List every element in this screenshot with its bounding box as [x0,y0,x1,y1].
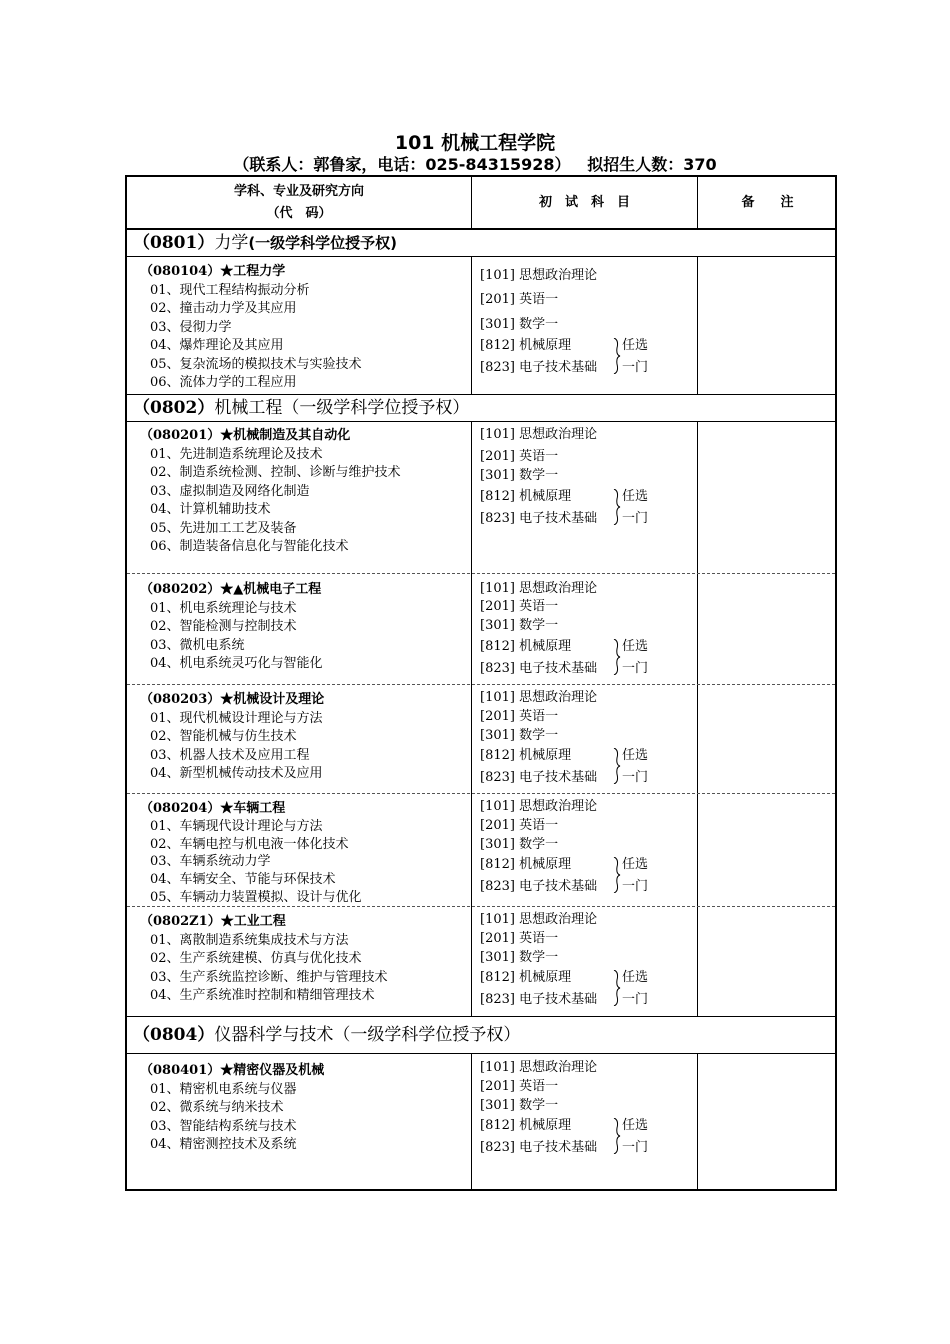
row-separator [127,906,835,907]
direction-item: 01、先进制造系统理论及技术 [150,446,323,462]
choice-label-bottom: 一门 [622,992,649,1007]
major-block [140,1062,470,1155]
section-name: 仪器科学与技术 [214,1025,334,1045]
exam-subject: [101] 思想政治理论 [480,427,598,442]
exam-subject: [301] 数学一 [480,837,559,852]
choice-label-bottom: 一门 [622,661,649,676]
major-code: （080201） [140,428,221,443]
exam-subject: [301] 数学一 [480,468,559,483]
choice-brace-icon [613,489,621,525]
choice-brace-icon [613,338,621,374]
choice-label-top: 任选 [622,970,649,985]
major-name: ★机械制造及其自动化 [220,428,351,443]
exam-subject: [201] 英语一 [480,818,559,833]
direction-item: 04、机电系统灵巧化与智能化 [150,656,323,671]
direction-item: 04、新型机械传动技术及应用 [150,766,323,781]
header-exam-label: 初 试 科 目 [538,194,630,210]
exam-subject: [301] 数学一 [480,618,559,633]
direction-item: 04、生产系统准时控制和精细管理技术 [150,988,375,1003]
admissions-table [125,175,837,1191]
direction-item: 02、微系统与纳米技术 [150,1100,284,1115]
header-subject [127,177,471,228]
exam-subject: [201] 英语一 [480,1079,559,1094]
choice-label-top: 任选 [622,489,649,504]
section-suffix: （一级学科学位授予权） [282,398,470,418]
choice-brace-icon [613,970,621,1006]
choice-label-top: 任选 [622,1118,649,1133]
exam-subject: [201] 英语一 [480,931,559,946]
table-header [127,177,835,229]
section-row [127,1016,835,1054]
exam-subject: [201] 英语一 [480,599,559,614]
row-separator [127,684,835,685]
direction-item: 04、精密测控技术及系统 [150,1137,297,1152]
direction-item: 04、计算机辅助技术 [150,502,271,517]
section-name: 力学 [214,233,249,253]
exam-subject: [823] 电子技术基础 [480,770,598,785]
direction-item: 03、生产系统监控诊断、维护与管理技术 [150,969,388,985]
major-block [140,691,470,784]
direction-item: 05、先进加工工艺及装备 [150,520,297,536]
exam-subject: [301] 数学一 [480,728,559,743]
direction-item: 03、智能结构系统与技术 [150,1118,297,1134]
exam-subject: [823] 电子技术基础 [480,992,598,1007]
major-block [140,263,470,393]
choice-label-bottom: 一门 [622,511,649,526]
major-name: ★机械设计及理论 [220,692,325,707]
direction-item: 03、微机电系统 [150,637,245,653]
exam-subject: [812] 机械原理 [480,857,572,872]
section-row [127,229,835,257]
choice-label-bottom: 一门 [622,879,649,894]
direction-item: 02、智能检测与控制技术 [150,619,297,634]
exam-subject: [823] 电子技术基础 [480,879,598,894]
major-block [140,800,470,907]
major-block [140,581,470,674]
choice-label-bottom: 一门 [622,360,649,375]
choice-brace-icon [613,748,621,784]
direction-item: 02、智能机械与仿生技术 [150,729,297,744]
section-suffix: （一级学科学位授予权） [333,1025,521,1045]
exam-subject: [101] 思想政治理论 [480,799,598,814]
choice-label-bottom: 一门 [622,1140,649,1155]
direction-item: 04、车辆安全、节能与环保技术 [150,872,336,888]
major-name: ★工业工程 [220,914,286,929]
direction-item: 02、生产系统建模、仿真与优化技术 [150,951,362,966]
exam-subject: [823] 电子技术基础 [480,511,598,526]
exam-subject: [101] 思想政治理论 [480,268,598,283]
major-name: ★▲机械电子工程 [220,582,322,597]
section-code: （0804） [133,1025,215,1045]
direction-item: 02、撞击动力学及其应用 [150,301,297,316]
direction-item: 01、现代机械设计理论与方法 [150,710,323,726]
direction-item: 02、制造系统检测、控制、诊断与维护技术 [150,465,401,480]
section-suffix: (一级学科学位授予权) [248,234,398,252]
direction-item: 03、侵彻力学 [150,319,232,335]
choice-label-bottom: 一门 [622,770,649,785]
exam-subject: [301] 数学一 [480,1098,559,1113]
section-row [127,394,835,422]
header-subject-line2: （代 码） [266,205,332,221]
header-notes [698,177,837,228]
exam-subject: [301] 数学一 [480,317,559,332]
exam-subject: [201] 英语一 [480,292,559,307]
major-name: ★工程力学 [220,264,286,279]
exam-subject: [823] 电子技术基础 [480,661,598,676]
choice-label-top: 任选 [622,857,649,872]
section-name: 机械工程 [214,398,283,418]
major-title [140,800,470,818]
exam-subject: [812] 机械原理 [480,748,572,763]
major-block [140,913,470,1006]
section-code: （0801） [133,233,215,253]
major-title [140,1062,470,1081]
direction-item: 01、离散制造系统集成技术与方法 [150,932,349,948]
exam-subject: [812] 机械原理 [480,338,572,353]
major-code: （080401） [140,1063,221,1078]
header-notes-label: 备 注 [741,194,794,210]
major-code: （080202） [140,582,221,597]
exam-subject: [101] 思想政治理论 [480,690,598,705]
exam-subject: [812] 机械原理 [480,970,572,985]
contact-line: （联系人：郭鲁家，电话：025-84315928） 拟招生人数：370 [233,155,717,174]
direction-item: 03、虚拟制造及网络化制造 [150,483,310,499]
direction-item: 02、车辆电控与机电液一体化技术 [150,836,349,852]
direction-item: 01、车辆现代设计理论与方法 [150,818,323,834]
exam-subject: [812] 机械原理 [480,489,572,504]
major-title [140,263,470,282]
header-subject-line1: 学科、专业及研究方向 [233,183,364,199]
major-block [140,427,470,557]
major-name: ★车辆工程 [220,801,286,816]
exam-subject: [101] 思想政治理论 [480,1060,598,1075]
direction-item: 06、流体力学的工程应用 [150,375,297,390]
major-code: （0802Z1） [140,914,221,929]
direction-item: 06、制造装备信息化与智能化技术 [150,539,349,554]
choice-brace-icon [613,639,621,675]
exam-subject: [823] 电子技术基础 [480,1140,598,1155]
major-title [140,691,470,710]
direction-item: 01、精密机电系统与仪器 [150,1081,297,1097]
exam-subject: [301] 数学一 [480,950,559,965]
section-code: （0802） [133,398,215,418]
choice-label-top: 任选 [622,639,649,654]
major-name: ★精密仪器及机械 [220,1063,325,1078]
exam-subject: [201] 英语一 [480,449,559,464]
exam-subject: [201] 英语一 [480,709,559,724]
exam-subject: [101] 思想政治理论 [480,912,598,927]
direction-item: 01、机电系统理论与技术 [150,600,297,616]
direction-item: 05、复杂流场的模拟技术与实验技术 [150,356,362,372]
choice-label-top: 任选 [622,338,649,353]
exam-subject: [812] 机械原理 [480,1118,572,1133]
direction-item: 03、车辆系统动力学 [150,854,271,870]
choice-brace-icon [613,1118,621,1154]
exam-subject: [101] 思想政治理论 [480,581,598,596]
direction-item: 03、机器人技术及应用工程 [150,747,310,763]
row-separator [127,793,835,794]
major-title [140,913,470,932]
choice-brace-icon [613,857,621,893]
row-separator [127,573,835,574]
major-title [140,427,470,446]
header-exam [472,177,697,228]
exam-subject: [823] 电子技术基础 [480,360,598,375]
major-code: （080204） [140,801,221,816]
exam-subject: [812] 机械原理 [480,639,572,654]
direction-item: 05、车辆动力装置模拟、设计与优化 [150,889,362,905]
major-code: （080203） [140,692,221,707]
direction-item: 04、爆炸理论及其应用 [150,338,284,353]
direction-item: 01、现代工程结构振动分析 [150,282,310,298]
major-code: （080104） [140,264,221,279]
major-title [140,581,470,600]
page-title: 101 机械工程学院 [394,132,556,154]
choice-label-top: 任选 [622,748,649,763]
